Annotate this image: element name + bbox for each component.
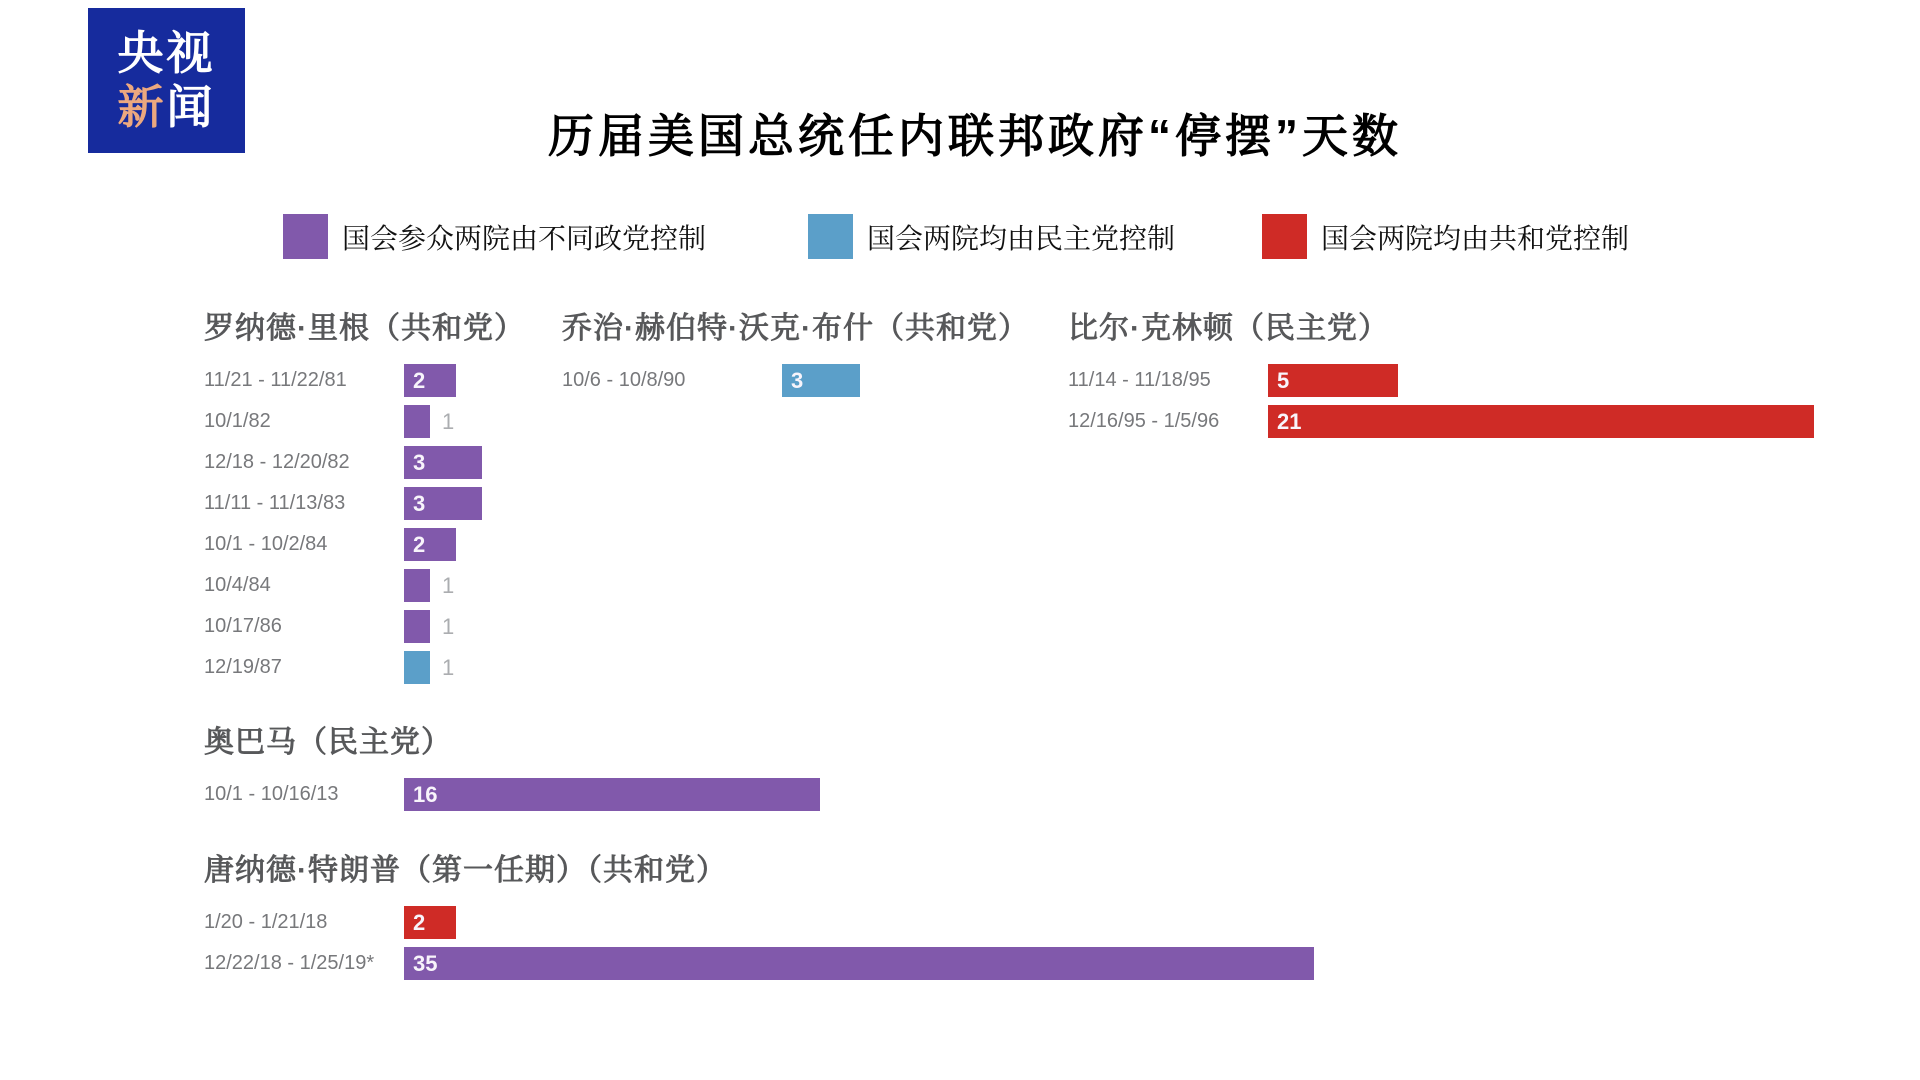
shutdown-days-bar bbox=[1268, 364, 1398, 397]
shutdown-days-bar bbox=[404, 569, 430, 602]
date-range-label: 10/4/84 bbox=[204, 574, 271, 596]
date-range-label: 12/19/87 bbox=[204, 656, 282, 678]
legend-item-split-control bbox=[283, 214, 706, 259]
date-range-label: 12/16/95 - 1/5/96 bbox=[1068, 410, 1220, 432]
president-name: 唐纳德·特朗普（第一任期）（共和党） bbox=[204, 854, 727, 887]
shutdown-days-bar bbox=[404, 528, 456, 561]
president-name: 奥巴马（民主党） bbox=[204, 726, 452, 759]
president-name: 比尔·克林顿（民主党） bbox=[1068, 312, 1389, 345]
legend-item-republican-control bbox=[1262, 214, 1629, 259]
date-range-label: 10/1 - 10/16/13 bbox=[204, 783, 339, 805]
president-section bbox=[204, 724, 820, 819]
shutdown-days-bar bbox=[404, 778, 820, 811]
cctv-news-logo bbox=[88, 8, 245, 153]
shutdown-rows bbox=[204, 906, 1314, 980]
shutdown-rows bbox=[204, 778, 820, 811]
shutdown-row bbox=[204, 405, 525, 438]
days-value: 1 bbox=[442, 572, 455, 598]
shutdown-row bbox=[204, 651, 525, 684]
legend-item-democrat-control bbox=[808, 214, 1175, 259]
logo-rest-char: 闻 bbox=[166, 80, 216, 133]
date-range-label: 11/11 - 11/13/83 bbox=[204, 492, 346, 514]
days-value: 1 bbox=[442, 613, 455, 639]
date-range-label: 11/21 - 11/22/81 bbox=[204, 369, 347, 391]
logo-line-2 bbox=[118, 82, 216, 134]
shutdown-row bbox=[1068, 405, 1814, 438]
shutdown-row bbox=[204, 364, 525, 397]
days-value: 16 bbox=[413, 781, 438, 807]
days-value: 1 bbox=[442, 408, 455, 434]
shutdown-days-bar bbox=[404, 446, 482, 479]
shutdown-row bbox=[204, 569, 525, 602]
shutdown-row bbox=[204, 610, 525, 643]
shutdown-rows bbox=[562, 364, 1029, 397]
shutdown-days-bar bbox=[1268, 405, 1814, 438]
days-value: 2 bbox=[413, 909, 426, 935]
shutdown-row bbox=[204, 906, 1314, 939]
shutdown-days-bar bbox=[404, 405, 430, 438]
logo-line-1: 央视 bbox=[117, 26, 216, 79]
president-section bbox=[562, 310, 1029, 405]
days-value: 1 bbox=[442, 654, 455, 680]
days-value: 5 bbox=[1277, 367, 1290, 393]
president-section bbox=[1068, 310, 1814, 446]
date-range-label: 1/20 - 1/21/18 bbox=[204, 911, 328, 933]
date-range-label: 12/18 - 12/20/82 bbox=[204, 451, 350, 473]
date-range-label: 10/1/82 bbox=[204, 410, 271, 432]
legend-swatch-purple bbox=[283, 214, 328, 259]
legend-label: 国会参众两院由不同政党控制 bbox=[342, 222, 707, 254]
date-range-label: 10/17/86 bbox=[204, 615, 282, 637]
shutdown-days-bar bbox=[404, 487, 482, 520]
shutdown-row bbox=[204, 487, 525, 520]
shutdown-days-bar bbox=[782, 364, 860, 397]
page-title: 历届美国总统任内联邦政府“停摆”天数 bbox=[548, 110, 1402, 162]
shutdown-rows bbox=[204, 364, 525, 684]
shutdown-rows bbox=[1068, 364, 1814, 438]
date-range-label: 12/22/18 - 1/25/19* bbox=[204, 952, 375, 974]
legend-label: 国会两院均由民主党控制 bbox=[867, 222, 1176, 254]
shutdown-days-bar bbox=[404, 610, 430, 643]
logo-accent-char: 新 bbox=[117, 80, 167, 133]
shutdown-days-bar bbox=[404, 364, 456, 397]
shutdown-row bbox=[204, 947, 1314, 980]
shutdown-days-bar bbox=[404, 906, 456, 939]
shutdown-row bbox=[204, 778, 820, 811]
shutdown-row bbox=[562, 364, 1029, 397]
days-value: 35 bbox=[413, 950, 438, 976]
shutdown-row bbox=[204, 528, 525, 561]
legend-swatch-red bbox=[1262, 214, 1307, 259]
legend-swatch-blue bbox=[808, 214, 853, 259]
president-name: 罗纳德·里根（共和党） bbox=[204, 312, 525, 345]
president-section bbox=[204, 310, 525, 692]
legend-label: 国会两院均由共和党控制 bbox=[1321, 222, 1630, 254]
shutdown-days-bar bbox=[404, 651, 430, 684]
days-value: 2 bbox=[413, 367, 426, 393]
president-section bbox=[204, 852, 1314, 988]
days-value: 21 bbox=[1277, 408, 1302, 434]
shutdown-row bbox=[204, 446, 525, 479]
days-value: 3 bbox=[413, 490, 426, 516]
days-value: 3 bbox=[791, 367, 804, 393]
date-range-label: 10/6 - 10/8/90 bbox=[562, 369, 686, 391]
days-value: 2 bbox=[413, 531, 426, 557]
president-name: 乔治·赫伯特·沃克·布什（共和党） bbox=[562, 312, 1029, 345]
shutdown-row bbox=[1068, 364, 1814, 397]
date-range-label: 11/14 - 11/18/95 bbox=[1068, 369, 1211, 391]
shutdown-days-bar bbox=[404, 947, 1314, 980]
date-range-label: 10/1 - 10/2/84 bbox=[204, 533, 328, 555]
days-value: 3 bbox=[413, 449, 426, 475]
